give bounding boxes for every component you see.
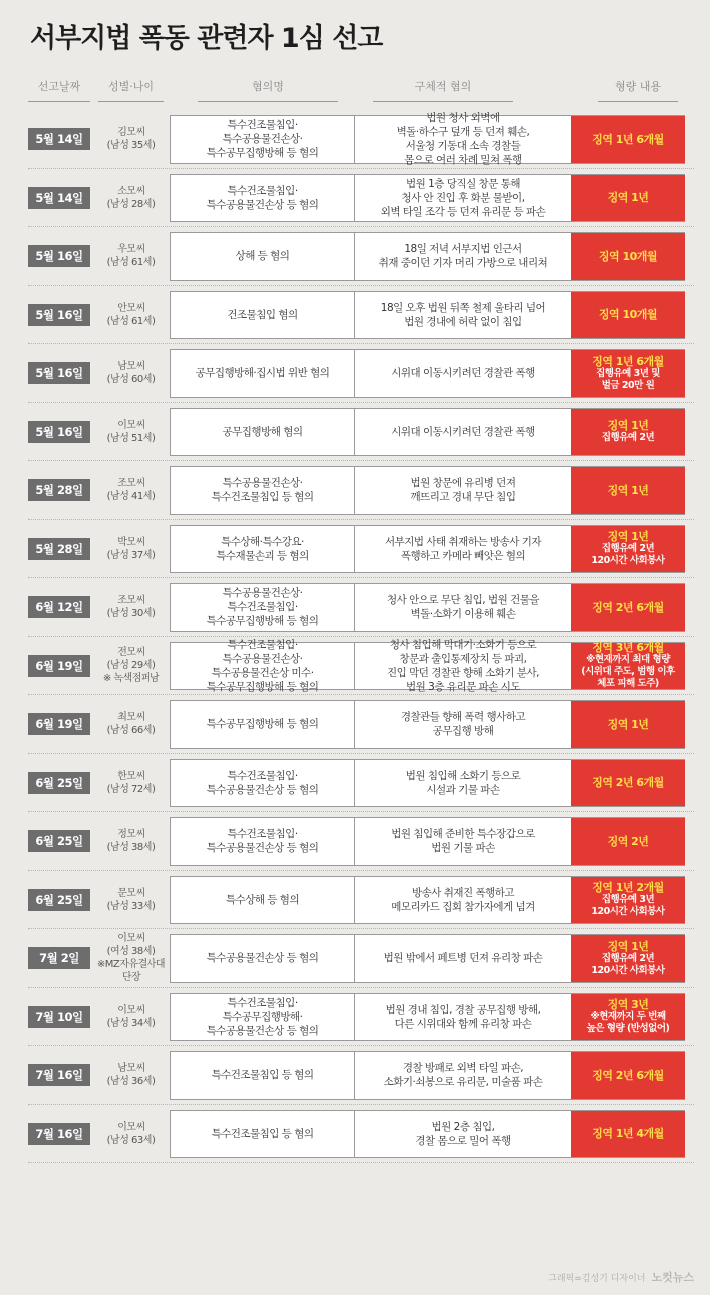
sentence-main: 징역 1년 xyxy=(607,717,649,731)
person-name: 문모씨 xyxy=(117,887,145,899)
sentence-main: 징역 2년 6개월 xyxy=(592,1068,664,1082)
detail-cell: 18일 오후 법원 뒤쪽 철제 울타리 넘어 법원 경내에 허락 없이 침입 xyxy=(380,301,546,328)
table-row xyxy=(0,110,710,169)
date-badge: 5월 16일 xyxy=(28,304,90,326)
person-name: 이모씨 xyxy=(117,419,145,431)
sentence-note: 120시간 사회봉사 xyxy=(591,964,665,976)
charge-cell: 상해 등 혐의 xyxy=(171,233,355,280)
person-info xyxy=(94,988,168,1047)
sentence-main: 징역 1년 6개월 xyxy=(592,354,664,368)
person-detail: (남성 36세) xyxy=(106,1076,156,1088)
detail-cell: 법원 경내 침입, 경찰 공무집행 방해, 다른 시위대와 함께 유리창 파손 xyxy=(385,1003,541,1030)
verdict-box xyxy=(170,993,685,1042)
detail-cell: 경찰관들 향해 폭력 행사하고 공무집행 방해 xyxy=(400,711,526,738)
sentence-main: 징역 2년 6개월 xyxy=(592,776,664,790)
brand-logo: 노컷뉴스 xyxy=(651,1271,694,1284)
detail-cell: 법원 침입해 준비한 특수장갑으로 법원 기물 파손 xyxy=(391,828,535,855)
sentence-note: 높은 형량 (반성없어) xyxy=(586,1023,670,1035)
person-info xyxy=(94,169,168,228)
header-person: 성별·나이 xyxy=(98,80,164,104)
person-detail: 단장 xyxy=(121,972,141,984)
verdict-box xyxy=(170,232,685,281)
person-detail: (남성 60세) xyxy=(106,374,156,386)
person-detail: (남성 61세) xyxy=(106,257,156,269)
verdict-box xyxy=(170,934,685,983)
table-row xyxy=(0,871,710,930)
verdict-box xyxy=(170,525,685,574)
sentence-main: 징역 1년 xyxy=(607,191,649,205)
header-detail: 구체적 혐의 xyxy=(373,80,513,104)
charge-cell: 특수건조물침입· 특수공용물건손상 등 혐의 xyxy=(171,760,355,807)
person-detail: (남성 41세) xyxy=(106,491,156,503)
detail-cell: 시위대 이동시키려던 경찰관 폭행 xyxy=(391,367,535,380)
detail-cell: 법원 침입해 소화기 등으로 시설과 기물 파손 xyxy=(405,769,521,796)
sentence-note: 체포 피해 도주) xyxy=(597,678,659,690)
header-sentence: 형량 내용 xyxy=(598,80,678,104)
person-info xyxy=(94,929,168,988)
person-detail: (남성 51세) xyxy=(106,432,156,444)
person-info xyxy=(94,637,168,696)
verdict-box xyxy=(170,759,685,808)
charge-cell: 건조물침입 혐의 xyxy=(171,292,355,339)
person-detail: (남성 66세) xyxy=(106,725,156,737)
person-name: 최모씨 xyxy=(117,712,145,724)
sentence-main: 징역 1년 xyxy=(607,939,649,953)
charge-cell: 특수건조물침입· 특수공용물건손상 등 혐의 xyxy=(171,818,355,865)
detail-cell: 방송사 취재진 폭행하고 메모리카드 집회 참가자에게 넘겨 xyxy=(391,886,535,913)
table-row xyxy=(0,929,710,988)
header-date: 선고날짜 xyxy=(28,80,90,104)
person-name: 조모씨 xyxy=(117,478,145,490)
verdict-box xyxy=(170,1051,685,1100)
table-row xyxy=(0,988,710,1047)
charge-cell: 특수공용물건손상· 특수건조물침입· 특수공무집행방해 등 혐의 xyxy=(171,584,355,631)
charge-cell: 특수상해·특수강요· 특수재물손괴 등 혐의 xyxy=(171,526,355,573)
sentence-note: 집행유예 3년 xyxy=(601,894,655,906)
detail-cell: 청사 침입해 막대기·소화기 등으로 창문과 출입통제장치 등 파괴, 진입 막던 경찰관 향해 소화기 분사, 법원 3층 유리문 파손 시도 xyxy=(386,638,540,693)
date-badge: 6월 25일 xyxy=(28,889,90,911)
charge-cell: 특수건조물침입· 특수공용물건손상· 특수공무집행방해 등 혐의 xyxy=(171,116,355,163)
date-badge: 7월 16일 xyxy=(28,1064,90,1086)
sentence-cell xyxy=(571,643,685,690)
person-detail: (남성 35세) xyxy=(106,140,156,152)
sentence-cell xyxy=(571,1052,685,1099)
table-row xyxy=(0,637,710,696)
charge-cell: 특수공용물건손상· 특수건조물침입 등 혐의 xyxy=(171,467,355,514)
sentence-cell xyxy=(571,701,685,748)
date-badge: 5월 14일 xyxy=(28,187,90,209)
date-badge: 5월 28일 xyxy=(28,538,90,560)
verdict-box xyxy=(170,466,685,515)
detail-cell: 법원 2층 침입, 경찰 몸으로 밀어 폭행 xyxy=(415,1120,511,1147)
detail-cell: 청사 안으로 무단 침입, 법원 건물을 벽돌·소화기 이용해 훼손 xyxy=(386,594,540,621)
person-name: 정모씨 xyxy=(117,829,145,841)
person-name: 남모씨 xyxy=(117,1063,145,1075)
person-info xyxy=(94,227,168,286)
verdict-table xyxy=(0,110,710,1163)
table-row xyxy=(0,754,710,813)
table-row xyxy=(0,695,710,754)
person-info xyxy=(94,110,168,169)
sentence-note: 벌금 20만 원 xyxy=(601,379,655,391)
sentence-cell xyxy=(571,292,685,339)
verdict-box xyxy=(170,700,685,749)
person-detail: ※ 녹색점퍼남 xyxy=(102,673,160,685)
charge-cell: 특수건조물침입· 특수공용물건손상 등 혐의 xyxy=(171,175,355,222)
date-badge: 7월 16일 xyxy=(28,1123,90,1145)
detail-cell: 법원 창문에 유리병 던져 깨뜨리고 경내 무단 침입 xyxy=(410,477,516,504)
table-row xyxy=(0,1046,710,1105)
date-badge: 5월 16일 xyxy=(28,421,90,443)
sentence-note: 120시간 사회봉사 xyxy=(591,555,665,567)
sentence-main: 징역 2년 xyxy=(607,834,649,848)
date-badge: 5월 16일 xyxy=(28,245,90,267)
date-badge: 5월 14일 xyxy=(28,128,90,150)
sentence-main: 징역 1년 6개월 xyxy=(592,132,664,146)
page-title: 서부지법 폭동 관련자 1심 선고 xyxy=(30,23,383,54)
verdict-box xyxy=(170,112,685,167)
verdict-box xyxy=(170,638,685,693)
sentence-note: 집행유예 2년 xyxy=(601,543,655,555)
sentence-cell xyxy=(571,116,685,163)
person-detail: (남성 30세) xyxy=(106,608,156,620)
detail-cell: 법원 청사 외벽에 벽돌·하수구 덮개 등 던져 훼손, 서울청 기동대 소속 경찰들 몸으로 여러 차례 밀쳐 폭행 xyxy=(396,112,530,167)
table-row xyxy=(0,578,710,637)
charge-cell: 특수공용물건손상 등 혐의 xyxy=(171,935,355,982)
credit-text: 그래픽=김성기 디자이너 xyxy=(548,1274,646,1284)
detail-cell: 법원 밖에서 페트병 던져 유리창 파손 xyxy=(383,952,543,965)
table-row xyxy=(0,520,710,579)
person-name: 우모씨 xyxy=(117,244,145,256)
person-detail: (남성 33세) xyxy=(106,900,156,912)
charge-cell: 특수건조물침입 등 혐의 xyxy=(171,1111,355,1158)
sentence-note: 집행유예 3년 및 xyxy=(596,367,660,379)
sentence-cell xyxy=(571,1111,685,1158)
charge-cell: 특수공무집행방해 등 혐의 xyxy=(171,701,355,748)
verdict-box xyxy=(170,583,685,632)
person-detail: ※MZ자유결사대 xyxy=(96,959,166,971)
person-info xyxy=(94,403,168,462)
sentence-cell xyxy=(571,467,685,514)
person-info xyxy=(94,754,168,813)
person-info xyxy=(94,520,168,579)
charge-cell: 특수건조물침입 등 혐의 xyxy=(171,1052,355,1099)
date-badge: 5월 28일 xyxy=(28,479,90,501)
person-name: 박모씨 xyxy=(117,536,145,548)
table-row xyxy=(0,403,710,462)
sentence-cell xyxy=(571,409,685,456)
person-info xyxy=(94,344,168,403)
table-row xyxy=(0,1105,710,1164)
date-badge: 6월 25일 xyxy=(28,772,90,794)
charge-cell: 특수건조물침입· 특수공무집행방해· 특수공용물건손상 등 혐의 xyxy=(171,994,355,1041)
credit xyxy=(548,1269,694,1285)
person-name: 안모씨 xyxy=(117,302,145,314)
person-detail: (남성 29세) xyxy=(106,660,156,672)
person-name: 전모씨 xyxy=(117,647,145,659)
detail-cell: 18일 저녁 서부지법 인근서 취재 중이던 기자 머리 가방으로 내리쳐 xyxy=(378,243,548,270)
person-info xyxy=(94,695,168,754)
charge-cell: 공무집행방해 혐의 xyxy=(171,409,355,456)
verdict-box xyxy=(170,291,685,340)
person-info xyxy=(94,812,168,871)
sentence-main: 징역 1년 xyxy=(607,483,649,497)
person-name: 김모씨 xyxy=(117,127,145,139)
table-row xyxy=(0,169,710,228)
date-badge: 7월 2일 xyxy=(28,947,90,969)
sentence-main: 징역 10개월 xyxy=(598,249,658,263)
person-detail: (남성 72세) xyxy=(106,783,156,795)
table-header xyxy=(28,80,694,104)
person-detail: (여성 38세) xyxy=(106,946,156,958)
person-info xyxy=(94,286,168,345)
detail-cell: 경찰 방패로 외벽 타일 파손, 소화기·쇠봉으로 유리문, 미술품 파손 xyxy=(383,1062,543,1089)
person-name: 소모씨 xyxy=(117,185,145,197)
sentence-note: ※현재까지 최대 형량 xyxy=(586,654,670,666)
person-detail: (남성 34세) xyxy=(106,1017,156,1029)
verdict-box xyxy=(170,817,685,866)
person-name: 이모씨 xyxy=(117,1004,145,1016)
date-badge: 6월 12일 xyxy=(28,596,90,618)
detail-cell: 법원 1층 당직실 창문 통해 청사 안 진입 후 화분 물받이, 외벽 타일 조각 등 던져 유리문 등 파손 xyxy=(380,177,546,218)
sentence-note: 120시간 사회봉사 xyxy=(591,906,665,918)
charge-cell: 특수건조물침입· 특수공용물건손상· 특수공용물건손상 미수· 특수공무집행방해 등 혐의 xyxy=(171,643,355,690)
verdict-box xyxy=(170,876,685,925)
person-detail: (남성 28세) xyxy=(106,198,156,210)
person-detail: (남성 37세) xyxy=(106,549,156,561)
sentence-note: 집행유예 2년 xyxy=(601,952,655,964)
sentence-cell xyxy=(571,584,685,631)
sentence-cell xyxy=(571,350,685,397)
sentence-cell xyxy=(571,760,685,807)
sentence-main: 징역 1년 2개월 xyxy=(592,881,664,895)
sentence-main: 징역 3년 xyxy=(607,998,649,1012)
detail-cell: 서부지법 사태 취재하는 방송사 기자 폭행하고 카메라 빼앗은 혐의 xyxy=(385,535,541,562)
person-detail: (남성 61세) xyxy=(106,315,156,327)
date-badge: 6월 19일 xyxy=(28,655,90,677)
table-row xyxy=(0,227,710,286)
verdict-box xyxy=(170,174,685,223)
sentence-main: 징역 3년 6개월 xyxy=(592,641,664,655)
sentence-cell xyxy=(571,233,685,280)
charge-cell: 특수상해 등 혐의 xyxy=(171,877,355,924)
detail-cell: 시위대 이동시키려던 경찰관 폭행 xyxy=(391,425,535,438)
person-name: 조모씨 xyxy=(117,595,145,607)
sentence-main: 징역 10개월 xyxy=(598,308,658,322)
sentence-cell xyxy=(571,175,685,222)
person-name: 이모씨 xyxy=(117,1121,145,1133)
charge-cell: 공무집행방해·집시법 위반 혐의 xyxy=(171,350,355,397)
person-name: 남모씨 xyxy=(117,361,145,373)
sentence-cell xyxy=(571,994,685,1041)
sentence-main: 징역 1년 xyxy=(607,419,649,433)
verdict-box xyxy=(170,1110,685,1159)
sentence-main: 징역 1년 xyxy=(607,530,649,544)
person-name: 이모씨 xyxy=(117,933,145,945)
person-name: 한모씨 xyxy=(117,770,145,782)
person-info xyxy=(94,871,168,930)
date-badge: 6월 25일 xyxy=(28,830,90,852)
verdict-box xyxy=(170,349,685,398)
person-detail: (남성 38세) xyxy=(106,842,156,854)
sentence-cell xyxy=(571,877,685,924)
person-info xyxy=(94,461,168,520)
person-info xyxy=(94,1105,168,1164)
sentence-cell xyxy=(571,935,685,982)
header-charge: 혐의명 xyxy=(198,80,338,104)
table-row xyxy=(0,286,710,345)
date-badge: 5월 16일 xyxy=(28,362,90,384)
date-badge: 7월 10일 xyxy=(28,1006,90,1028)
table-row xyxy=(0,461,710,520)
sentence-note: ※현재까지 두 번째 xyxy=(590,1011,666,1023)
person-detail: (남성 63세) xyxy=(106,1134,156,1146)
sentence-cell xyxy=(571,526,685,573)
sentence-cell xyxy=(571,818,685,865)
sentence-note: (시위대 주도, 범행 이후 xyxy=(581,666,675,678)
sentence-main: 징역 2년 6개월 xyxy=(592,600,664,614)
table-row xyxy=(0,344,710,403)
verdict-box xyxy=(170,408,685,457)
sentence-main: 징역 1년 4개월 xyxy=(592,1127,664,1141)
sentence-note: 집행유예 2년 xyxy=(601,432,655,444)
date-badge: 6월 19일 xyxy=(28,713,90,735)
person-info xyxy=(94,1046,168,1105)
person-info xyxy=(94,578,168,637)
table-row xyxy=(0,812,710,871)
